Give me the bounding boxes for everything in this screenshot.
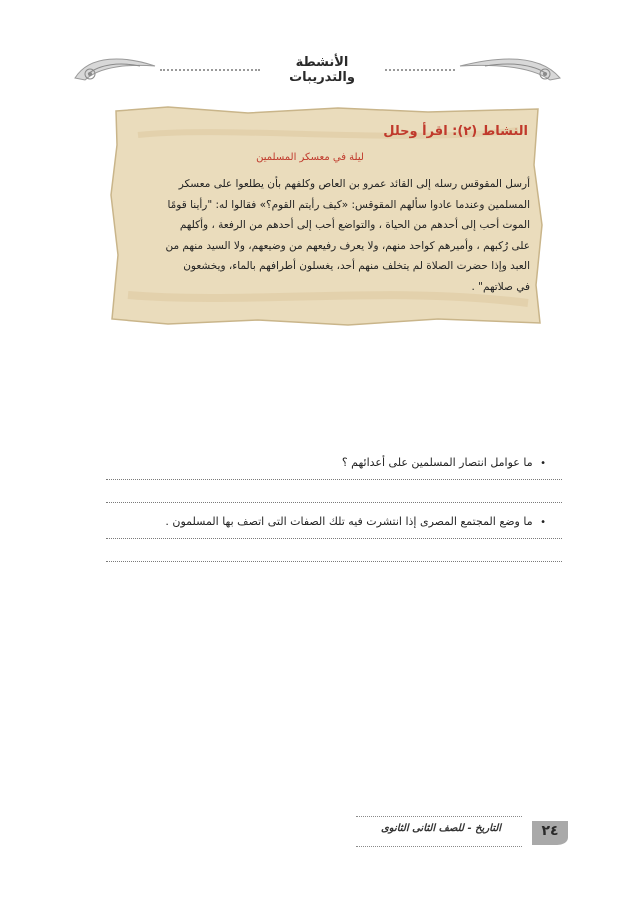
answer-line[interactable] xyxy=(106,538,562,539)
answer-line[interactable] xyxy=(106,502,562,503)
answer-line[interactable] xyxy=(106,479,562,480)
footer-book-title: التاريخ - للصف الثانى الثانوى xyxy=(380,823,502,834)
story-line: المسلمين وعندما عادوا سألهم المقوقس: «كيف رأيتم القوم؟» فقالوا له: "رأينا قومًا xyxy=(167,198,530,211)
story-line: أرسل المقوقس رسله إلى القائد عمرو بن العاص وكلفهم بأن يطلعوا على معسكر xyxy=(178,178,530,190)
bullet-icon: • xyxy=(540,517,546,528)
header-dotted-rule-left xyxy=(160,69,260,71)
story-text xyxy=(116,174,530,297)
header-dotted-rule-right xyxy=(385,69,455,71)
section-title: الأنشطة والتدريبات xyxy=(289,55,355,85)
header-ornament-left-icon xyxy=(70,52,160,86)
bullet-icon: • xyxy=(540,458,546,469)
header-ornament-right-icon xyxy=(455,52,565,86)
story-line: العبد وإذا حضرت الصلاة لم يتخلف منهم أحد، يغسلون أطرافهم بالماء، ويخشعون xyxy=(183,260,530,272)
page-number: ٢٤ xyxy=(541,823,559,839)
footer-dotted-rule-bottom xyxy=(356,846,522,847)
question-text: ما عوامل انتصار المسلمين على أعدائهم ؟ xyxy=(341,456,533,469)
question-1 xyxy=(342,456,546,469)
footer-dotted-rule-top xyxy=(356,816,522,817)
story-line: على رُكبهم ، وأميرهم كواحد منهم، ولا يعرف رفيعهم من وضيعهم، ولا السيد منهم من xyxy=(165,239,530,252)
page-header xyxy=(0,52,638,92)
story-subheading: ليلة في معسكر المسلمين xyxy=(256,152,364,163)
answer-line[interactable] xyxy=(106,561,562,562)
question-2 xyxy=(165,515,546,528)
story-line: الموت أحب إلى أحدهم من الحياة ، والتواضع أحب إلى أحدهم من الرفعة ، وأكلهم xyxy=(179,219,530,231)
activity-title: النشاط (٢): اقرأ وحلل xyxy=(383,124,528,139)
question-text: ما وضع المجتمع المصرى إذا انتشرت فيه تلك الصفات التى اتصف بها المسلمون . xyxy=(165,515,533,528)
story-line: في صلاتهم" . xyxy=(471,280,530,293)
